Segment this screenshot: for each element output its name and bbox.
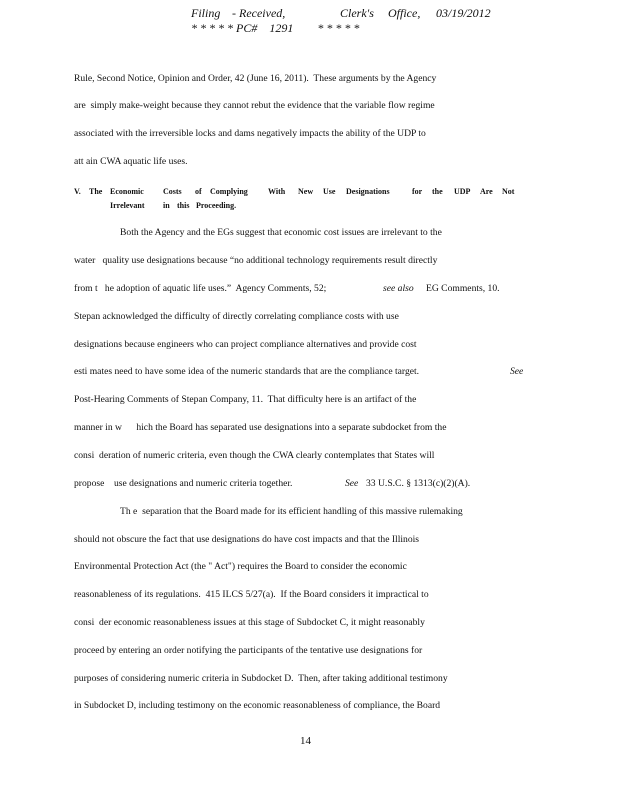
paragraph2-line: designations because engineers who can project compliance alternatives and provide cost	[74, 339, 417, 350]
heading-word: Irrelevant	[110, 201, 145, 210]
heading-word: New	[298, 187, 314, 196]
page-number: 14	[300, 735, 311, 747]
paragraph2-line: propose use designations and numeric criteria together.	[74, 478, 293, 489]
paragraph2-line: EG Comments, 10.	[426, 283, 500, 294]
paragraph1-line: att ain CWA aquatic life uses.	[74, 156, 188, 167]
paragraph2-line: Both the Agency and the EGs suggest that economic cost issues are irrelevant to the	[120, 227, 442, 238]
paragraph2-line: from t he adoption of aquatic life uses.” Agency Comments, 52;	[74, 283, 327, 294]
paragraph3-line: reasonableness of its regulations. 415 ILCS 5/27(a). If the Board considers it impractical to	[74, 589, 429, 600]
heading-word: Are	[480, 187, 493, 196]
heading-word: Not	[502, 187, 515, 196]
heading-word: The	[89, 187, 103, 196]
paragraph3-line: Th e separation that the Board made for its efficient handling of this massive rulemaking	[120, 506, 463, 517]
paragraph3-line: purposes of considering numeric criteria in Subdocket D. Then, after taking additional testimony	[74, 673, 448, 684]
paragraph3-line: Environmental Protection Act (the " Act") requires the Board to consider the economic	[74, 561, 407, 572]
heading-word: Designations	[346, 187, 390, 196]
heading-word: the	[432, 187, 443, 196]
paragraph3-line: consi der economic reasonableness issues at this stage of Subdocket C, it might reasonably	[74, 617, 425, 628]
paragraph3-line: in Subdocket D, including testimony on the economic reasonableness of compliance, the Board	[74, 700, 441, 711]
paragraph3-line: proceed by entering an order notifying the participants of the tentative use designations for	[74, 645, 423, 656]
paragraph2-line: 33 U.S.C. § 1313(c)(2)(A).	[366, 478, 471, 489]
paragraph2-line: consi deration of numeric criteria, even though the CWA clearly contemplates that States will	[74, 450, 435, 461]
paragraph2-line: water quality use designations because “no additional technology requirements result directly	[74, 255, 438, 266]
heading-word: in	[163, 201, 170, 210]
see-signal: See	[510, 366, 524, 377]
header-date: 03/19/2012	[436, 6, 491, 20]
heading-word: Complying	[210, 187, 248, 196]
header-filing: Filing	[191, 6, 221, 20]
paragraph2-line: esti mates need to have some idea of the numeric standards that are the compliance target.	[74, 366, 420, 377]
paragraph2-line: manner in w hich the Board has separated use designations into a separate subdocket from the	[74, 422, 447, 433]
paragraph2-line: Post-Hearing Comments of Stepan Company, 11. That difficulty here is an artifact of the	[74, 394, 417, 405]
heading-word: Use	[323, 187, 336, 196]
paragraph3-line: should not obscure the fact that use designations do have cost impacts and that the Illinois	[74, 534, 420, 545]
paragraph2-line: Stepan acknowledged the difficulty of directly correlating compliance costs with use	[74, 311, 399, 322]
heading-word: Proceeding.	[196, 201, 237, 210]
see-also-signal: see also	[383, 283, 414, 294]
heading-word: Costs	[163, 187, 182, 196]
see-signal: See	[345, 478, 359, 489]
heading-word: UDP	[454, 187, 471, 196]
heading-word: Economic	[110, 187, 144, 196]
header-received: - Received,	[232, 6, 286, 20]
paragraph1-line: Rule, Second Notice, Opinion and Order, 42 (June 16, 2011). These arguments by the Agency	[74, 73, 437, 84]
heading-word: With	[268, 187, 286, 196]
heading-word: for	[412, 187, 423, 196]
heading-word: V.	[74, 187, 81, 196]
paragraph1-line: are simply make-weight because they cannot rebut the evidence that the variable flow regime	[74, 100, 435, 111]
paragraph1-line: associated with the irreversible locks and dams negatively impacts the ability of the UDP to	[74, 128, 426, 139]
header-pc-number: * * * * * PC# 1291 * * * * *	[191, 21, 360, 35]
heading-word: of	[195, 187, 202, 196]
header-office: Office,	[388, 6, 421, 20]
header-clerks: Clerk's	[340, 6, 374, 20]
heading-word: this	[177, 201, 190, 210]
